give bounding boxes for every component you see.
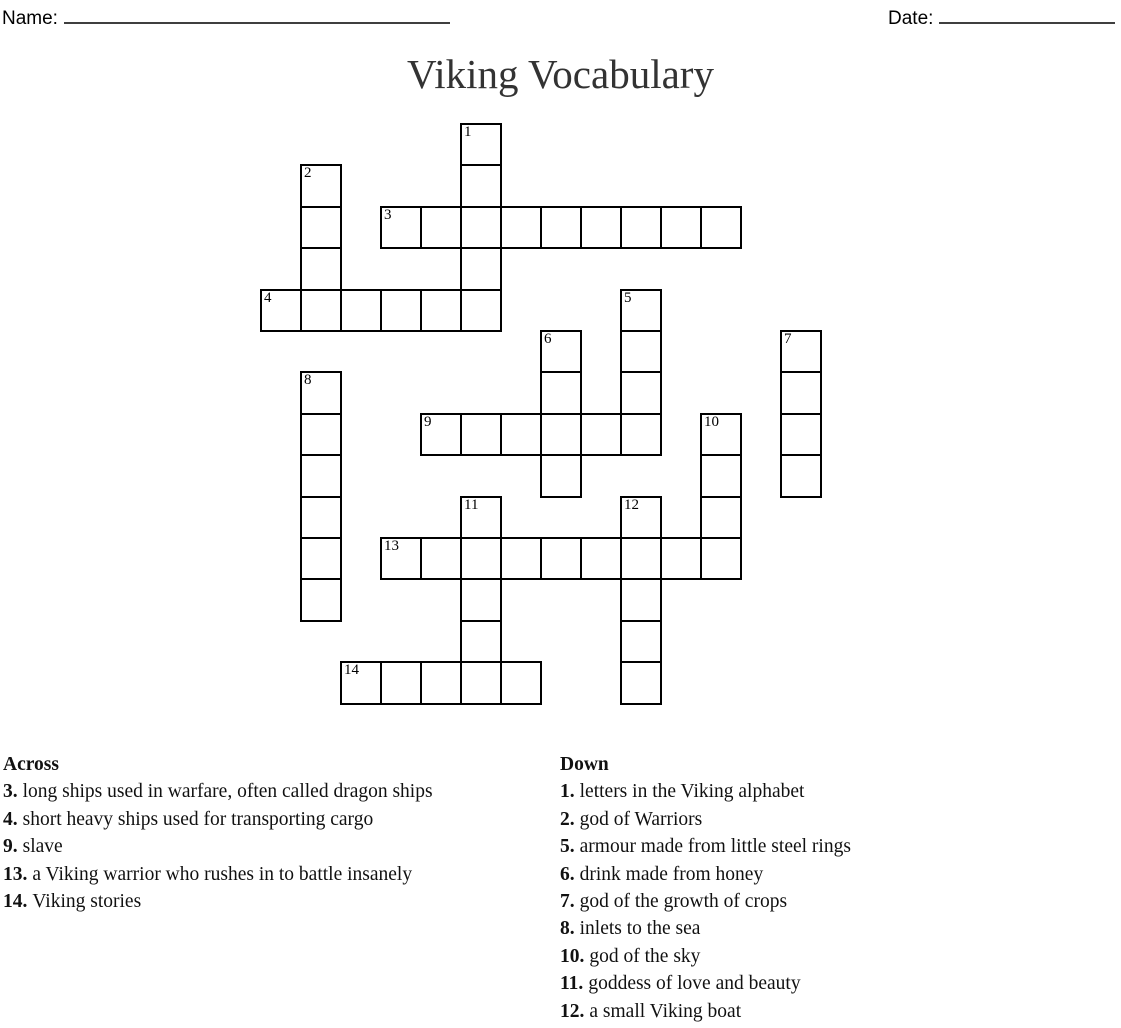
grid-cell[interactable] — [460, 123, 502, 166]
grid-cell[interactable] — [300, 164, 342, 207]
grid-cell[interactable] — [780, 413, 822, 456]
grid-cell[interactable] — [460, 413, 502, 456]
grid-cell[interactable] — [380, 661, 422, 704]
grid-cell[interactable] — [460, 537, 502, 580]
grid-cell[interactable] — [540, 413, 582, 456]
grid-cell[interactable] — [700, 496, 742, 539]
grid-cell[interactable] — [780, 330, 822, 373]
down-header: Down — [560, 754, 609, 775]
grid-cell[interactable] — [460, 661, 502, 704]
clue-item — [560, 970, 1100, 997]
cell-number: 14 — [344, 662, 359, 679]
clue-text: slave — [22, 836, 63, 858]
clue-number: 11. — [560, 973, 584, 995]
clue-number: 7. — [560, 891, 575, 913]
grid-cell[interactable] — [660, 537, 702, 580]
clue-text: short heavy ships used for transporting cargo — [22, 808, 374, 830]
grid-cell[interactable] — [460, 289, 502, 332]
grid-cell[interactable] — [300, 289, 342, 332]
clue-text: god of the growth of crops — [579, 891, 788, 913]
cell-number: 5 — [624, 289, 632, 306]
grid-cell[interactable] — [500, 206, 542, 249]
clue-item — [560, 833, 1100, 860]
grid-cell[interactable] — [420, 537, 462, 580]
clue-item — [3, 778, 543, 805]
cell-number: 4 — [264, 289, 272, 306]
cell-number: 3 — [384, 206, 392, 223]
clue-item — [560, 861, 1100, 888]
grid-cell[interactable] — [540, 206, 582, 249]
grid-cell[interactable] — [540, 330, 582, 373]
cell-number: 10 — [704, 413, 719, 430]
clue-number: 3. — [3, 781, 18, 803]
grid-cell[interactable] — [300, 578, 342, 621]
grid-cell[interactable] — [500, 537, 542, 580]
grid-cell[interactable] — [620, 413, 662, 456]
grid-cell[interactable] — [260, 289, 302, 332]
across-clues — [3, 751, 543, 915]
clue-number: 2. — [560, 808, 575, 830]
clue-text: god of Warriors — [579, 808, 703, 830]
grid-cell[interactable] — [500, 661, 542, 704]
clue-number: 13. — [3, 863, 28, 885]
grid-cell[interactable] — [500, 413, 542, 456]
grid-cell[interactable] — [620, 620, 662, 663]
clue-text: long ships used in warfare, often called dragon ships — [22, 781, 433, 803]
cell-number: 1 — [464, 124, 472, 140]
clue-text: drink made from honey — [579, 863, 764, 885]
clue-item — [3, 861, 543, 888]
clue-number: 9. — [3, 836, 18, 858]
clue-item — [3, 806, 543, 833]
clue-text: a small Viking boat — [589, 1000, 742, 1022]
cell-number: 13 — [384, 538, 399, 554]
name-label: Name: — [2, 8, 58, 29]
grid-cell[interactable] — [300, 247, 342, 290]
grid-cell[interactable] — [540, 454, 582, 497]
grid-cell[interactable] — [300, 206, 342, 249]
down-clues — [560, 751, 1100, 1025]
clue-text: inlets to the sea — [579, 918, 701, 940]
clue-item — [560, 778, 1100, 805]
grid-cell[interactable] — [580, 413, 622, 456]
cell-number: 7 — [784, 331, 792, 347]
clue-item — [3, 888, 543, 915]
grid-cell[interactable] — [620, 578, 662, 621]
grid-cell[interactable] — [460, 578, 502, 621]
cell-number: 12 — [624, 496, 639, 513]
grid-cell[interactable] — [460, 496, 502, 539]
grid-cell[interactable] — [420, 661, 462, 704]
grid-cell[interactable] — [380, 289, 422, 332]
grid-cell[interactable] — [620, 330, 662, 373]
clue-text: god of the sky — [589, 945, 701, 967]
grid-cell[interactable] — [460, 620, 502, 663]
clue-number: 10. — [560, 945, 585, 967]
grid-cell[interactable] — [460, 164, 502, 207]
grid-cell[interactable] — [300, 496, 342, 539]
grid-cell[interactable] — [620, 661, 662, 704]
grid-cell[interactable] — [540, 371, 582, 414]
grid-cell[interactable] — [300, 454, 342, 497]
grid-cell[interactable] — [620, 537, 662, 580]
cell-number: 11 — [464, 496, 479, 513]
clue-item — [3, 833, 543, 860]
cell-number: 6 — [544, 331, 552, 347]
clue-text: armour made from little steel rings — [579, 836, 851, 858]
cell-number: 9 — [424, 413, 432, 430]
grid-cell[interactable] — [300, 413, 342, 456]
grid-cell[interactable] — [540, 537, 582, 580]
clue-text: letters in the Viking alphabet — [579, 781, 805, 803]
clue-text: Viking stories — [32, 891, 142, 913]
grid-cell[interactable] — [620, 289, 662, 332]
grid-cell[interactable] — [700, 413, 742, 456]
clue-item — [560, 943, 1100, 970]
clue-number: 12. — [560, 1000, 585, 1022]
grid-cell[interactable] — [380, 537, 422, 580]
date-label: Date: — [888, 8, 934, 29]
grid-cell[interactable] — [420, 413, 462, 456]
grid-cell[interactable] — [700, 206, 742, 249]
grid-cell[interactable] — [580, 206, 622, 249]
clue-item — [560, 998, 1100, 1025]
grid-cell[interactable] — [460, 247, 502, 290]
clue-text: goddess of love and beauty — [588, 973, 801, 995]
grid-cell[interactable] — [380, 206, 422, 249]
grid-cell[interactable] — [420, 206, 462, 249]
cell-number: 8 — [304, 372, 312, 389]
grid-cell[interactable] — [660, 206, 702, 249]
grid-cell[interactable] — [780, 371, 822, 414]
grid-cell[interactable] — [700, 454, 742, 497]
clue-number: 8. — [560, 918, 575, 940]
grid-cell[interactable] — [300, 371, 342, 414]
clue-number: 6. — [560, 863, 575, 885]
clue-item — [560, 915, 1100, 942]
grid-cell[interactable] — [460, 206, 502, 249]
page-title: Viking Vocabulary — [407, 51, 714, 97]
grid-cell[interactable] — [620, 496, 662, 539]
clue-number: 1. — [560, 781, 575, 803]
grid-cell[interactable] — [300, 537, 342, 580]
clue-text: a Viking warrior who rushes in to battle insanely — [32, 863, 413, 885]
grid-cell[interactable] — [780, 454, 822, 497]
grid-cell[interactable] — [620, 371, 662, 414]
clue-number: 5. — [560, 836, 575, 858]
clue-item — [560, 806, 1100, 833]
grid-cell[interactable] — [580, 537, 622, 580]
grid-cell[interactable] — [700, 537, 742, 580]
cell-number: 2 — [304, 165, 312, 182]
clue-number: 4. — [3, 808, 18, 830]
grid-cell[interactable] — [620, 206, 662, 249]
clue-number: 14. — [3, 891, 28, 913]
grid-cell[interactable] — [340, 289, 382, 332]
grid-cell[interactable] — [340, 661, 382, 704]
across-header: Across — [3, 754, 59, 775]
clue-item — [560, 888, 1100, 915]
grid-cell[interactable] — [420, 289, 462, 332]
